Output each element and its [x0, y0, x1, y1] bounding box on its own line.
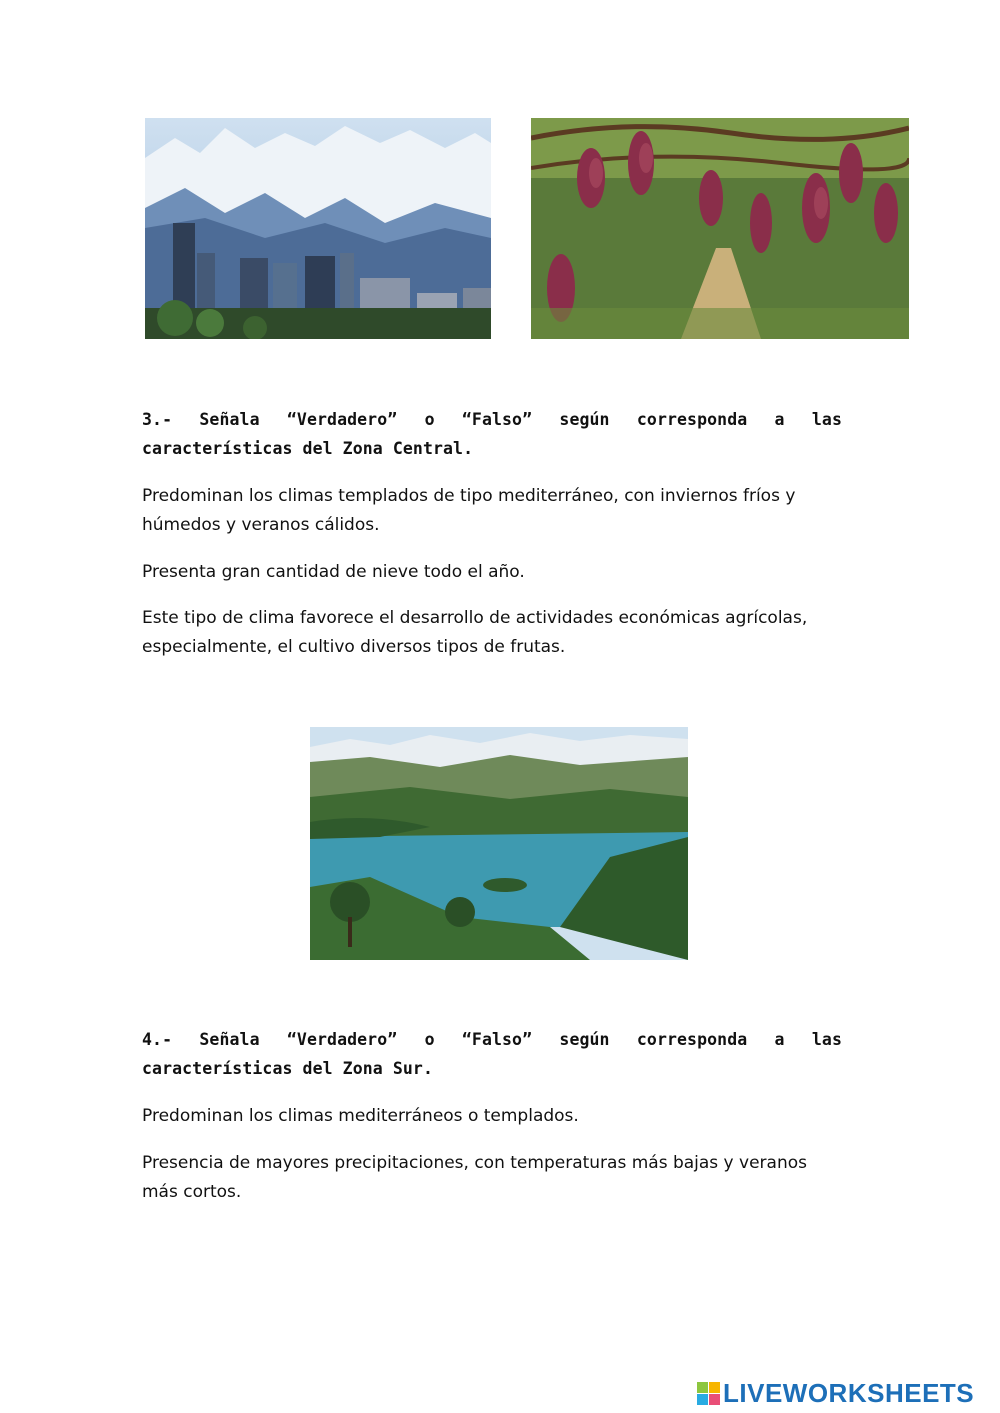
liveworksheets-brand: [697, 1378, 974, 1408]
logo-square-3: [697, 1394, 708, 1405]
logo-square-4: [709, 1394, 720, 1405]
lake-landscape-photo: [310, 727, 688, 960]
question-3-title: 3.- Señala “Verdadero” o “Falso” según corresponda a las características del Zona Central.: [142, 410, 842, 458]
question-4-statement-2[interactable]: Presencia de mayores precipitaciones, con temperaturas más bajas y veranos más cortos.: [142, 1153, 807, 1202]
logo-square-1: [697, 1382, 708, 1393]
question-3-statement-1[interactable]: Predominan los climas templados de tipo mediterráneo, con inviernos fríos y húmedos y veranos cálidos.: [142, 486, 796, 535]
brand-text: LIVEWORKSHEETS: [723, 1377, 975, 1408]
logo-square-2: [709, 1382, 720, 1393]
question-3-statement-2[interactable]: Presenta gran cantidad de nieve todo el año.: [142, 562, 525, 582]
question-4-title: 4.- Señala “Verdadero” o “Falso” según corresponda a las características del Zona Sur.: [142, 1030, 842, 1078]
vineyard-photo: [531, 118, 909, 339]
city-mountains-photo: [145, 118, 491, 339]
question-3-statement-3[interactable]: Este tipo de clima favorece el desarrollo de actividades económicas agrícolas, especialmente, el cultivo diversos tipos de frutas.: [142, 608, 808, 657]
question-4-statement-1[interactable]: Predominan los climas mediterráneos o templados.: [142, 1106, 579, 1126]
liveworksheets-logo-icon: [697, 1382, 720, 1405]
